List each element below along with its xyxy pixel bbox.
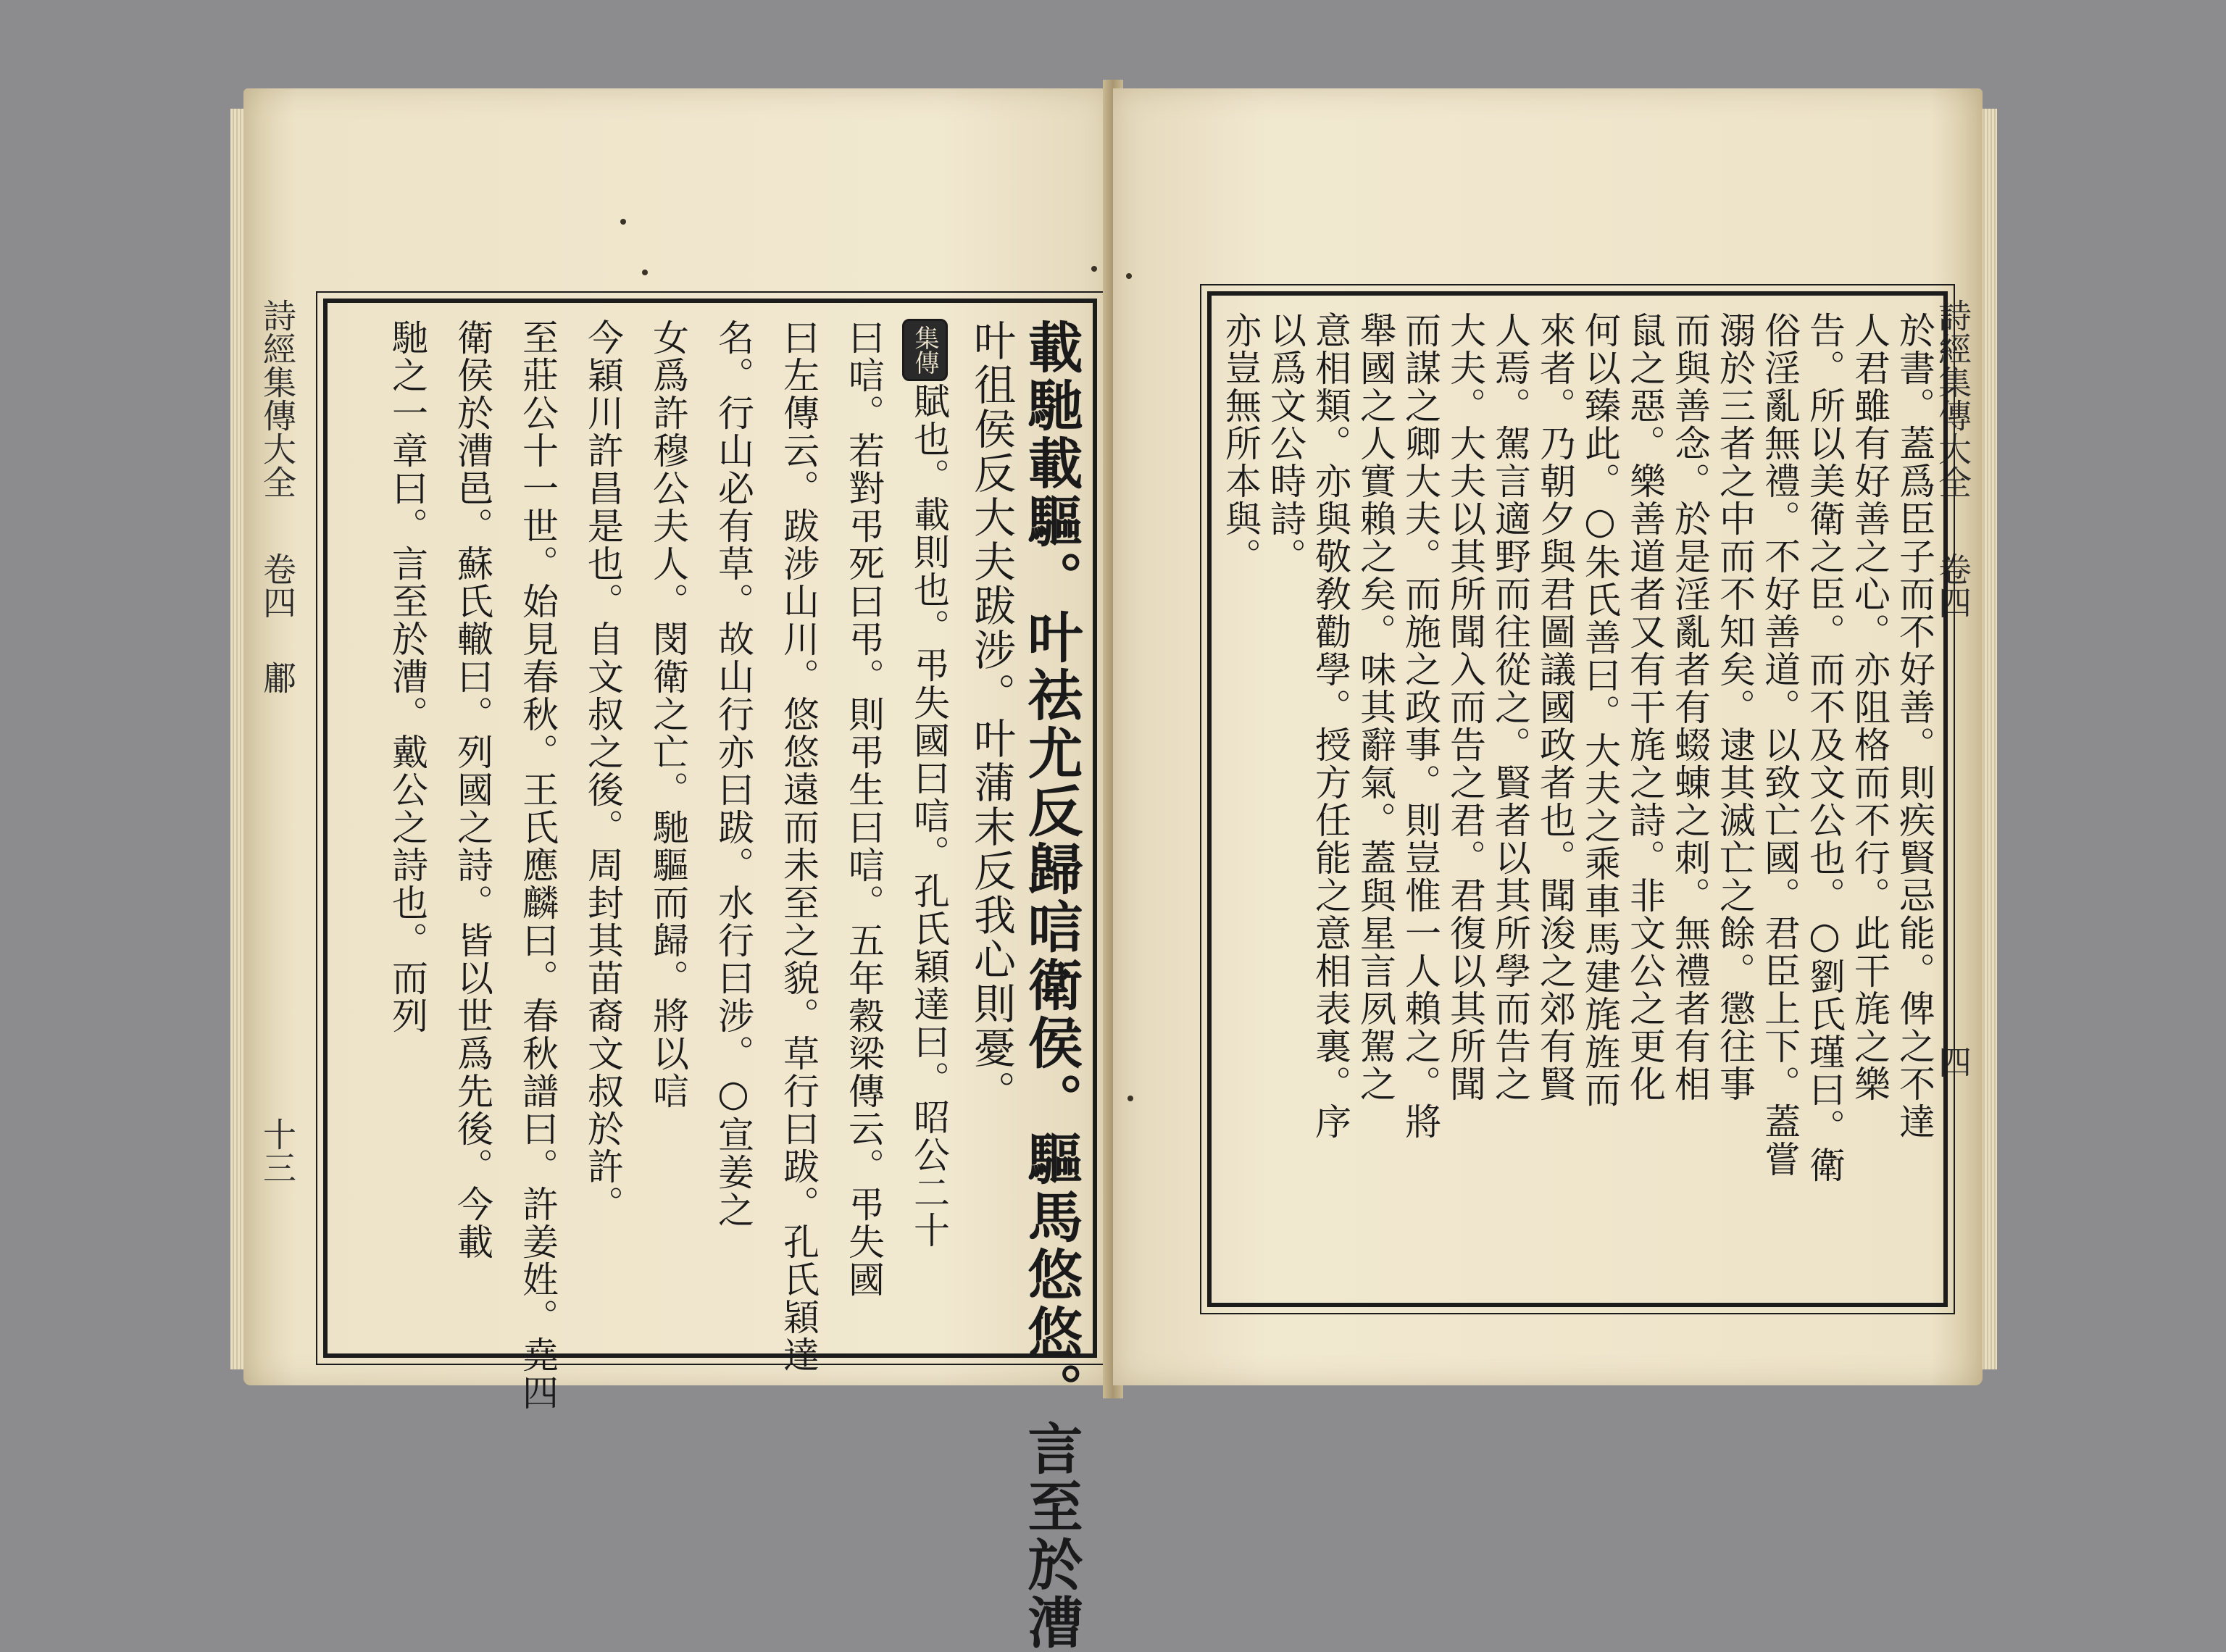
text-column-10: 人焉。駕言適野而往從之。賢者以其所學而告之 [1489, 312, 1531, 1103]
left-edge-folio: 十三 [258, 1117, 297, 1184]
left-edge-section: 鄘 [258, 661, 297, 694]
text-column-13: 舉國之人實賴之矣。味其辭氣。蓋與星言夙駕之 [1354, 312, 1396, 1103]
book-spread [243, 80, 1983, 1652]
text-column-9: 來者。乃朝夕與君圖議國政者也。聞浚之郊有賢 [1534, 312, 1576, 1103]
left-edge-title: 詩經集傳大全 [258, 299, 297, 498]
binding-hole [1091, 266, 1097, 272]
binding-hole [642, 270, 648, 275]
text-column-6: 名。行山必有草。故山行亦曰跋。水行曰涉。○宣姜之 [712, 319, 754, 1229]
right-text-frame [1207, 291, 1948, 1307]
text-column-1: 於書。蓋爲臣子而不好善。則疾賢忌能。俾之不達 [1893, 312, 1935, 1140]
text-column-7: 女爲許穆公夫人。閔衛之亡。馳驅而歸。將以唁 [647, 319, 689, 1110]
text-column-8: 何以臻此。○朱氏善曰。大夫之乘車馬建旄旌而 [1579, 312, 1621, 1109]
text-column-9: 至莊公十一世。始見春秋。王氏應麟曰。春秋譜曰。許姜姓。堯四 [517, 319, 559, 1411]
text-column-4: 俗淫亂無禮。不好善道。以致亡國。君臣上下。蓋嘗 [1759, 312, 1801, 1178]
text-column-6: 而與善念。於是淫亂者有蝃蝀之刺。無禮者有相 [1669, 312, 1711, 1103]
right-page-stack [1981, 109, 1997, 1369]
left-edge-volume: 卷四 [258, 552, 297, 619]
text-column-5: 曰左傳云。跋涉山川。悠悠遠而未至之貌。草行曰跋。孔氏穎達 [778, 319, 820, 1374]
text-column-15: 以爲文公時詩。 [1264, 312, 1306, 575]
text-column-16: 亦豈無所本與。 [1220, 312, 1262, 575]
right-page [1113, 88, 1983, 1385]
text-column-7: 鼠之惡。樂善道者又有干旄之詩。非文公之更化 [1624, 312, 1666, 1103]
text-column-8: 今穎川許昌是也。自文叔之後。周封其苗裔文叔於許。 [582, 319, 624, 1223]
commentary-badge: 集傳 [902, 319, 948, 381]
text-column-5: 溺於三者之中而不知矣。逮其滅亡之餘。懲往事 [1714, 312, 1756, 1103]
binding-hole [1126, 273, 1132, 279]
text-column-11: 馳之一章曰。言至於漕。戴公之詩也。而列 [386, 319, 428, 1035]
right-edge-volume: 卷四 [1933, 552, 1972, 619]
binding-hole [1127, 1096, 1133, 1101]
binding-hole [620, 219, 626, 225]
text-column-11: 大夫。大夫以其所聞入而告之君。君復以其所聞 [1444, 312, 1486, 1103]
text-column-2: 人君雖有好善之心。亦阻格而不行。此干旄之樂 [1848, 312, 1891, 1103]
left-text-frame [323, 299, 1097, 1652]
text-column-12: 而謀之卿大夫。而施之政事。則豈惟一人賴之。將 [1399, 312, 1441, 1140]
text-column-3: 賦也。載則也。弔失國曰唁。孔氏穎達曰。昭公二十 [908, 383, 950, 1249]
right-edge-folio: 四 [1933, 1045, 1972, 1078]
right-edge-title: 詩經集傳大全 [1933, 299, 1972, 498]
text-column-2: 叶徂侯反大夫跋涉。叶蒲末反我心則憂。 [967, 319, 1016, 1114]
text-column-10: 衛侯於漕邑。蘇氏轍曰。列國之詩。皆以世爲先後。今載 [451, 319, 493, 1261]
text-column-4: 曰唁。若對弔死曰弔。則弔生曰唁。五年穀梁傳云。弔失國 [843, 319, 885, 1298]
text-column-3: 告。所以美衛之臣。而不及文公也。○劉氏瑾曰。衛 [1804, 312, 1846, 1184]
left-page [243, 88, 1112, 1652]
text-column-14: 意相類。亦與敬敎勸學。授方任能之意相表裏。序 [1309, 312, 1351, 1140]
text-column-1: 載馳載驅。叶祛尤反歸唁衛侯。驅馬悠悠。言至於漕 [1019, 319, 1083, 1652]
